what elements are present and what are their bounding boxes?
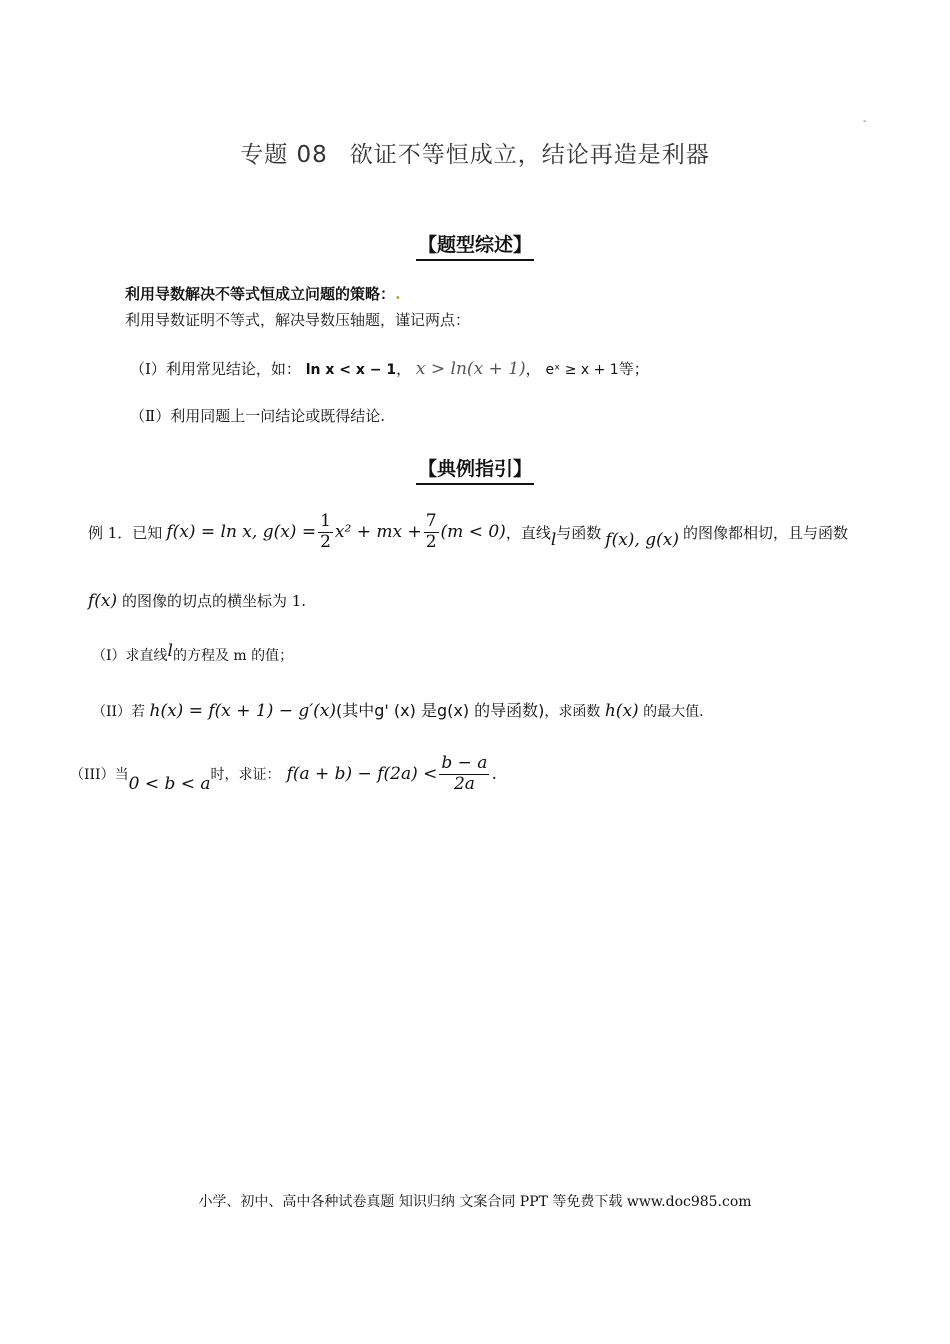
strategy-heading: 利用导数解决不等式恒成立问题的策略：.: [125, 285, 401, 303]
section-heading-examples: 【典例指引】: [0, 454, 950, 481]
topic-title: 欲证不等恒成立，结论再造是利器: [349, 142, 710, 168]
example-1-statement: 例 1．已知 f(x) = ln x, g(x) = $\frac{1}{2}$ x² + mx + $\frac{7}{2}$ (m < 0) ，直线 l 与函数 f(x), g(x) 的图像都相切，且与函数: [88, 511, 848, 552]
formula-lnx: ln x < x − 1: [305, 362, 397, 378]
example-1-continued: f(x) 的图像的切点的横坐标为 1.: [88, 591, 307, 611]
question-1: （I）求直线l的方程及 m 的值；: [92, 641, 294, 664]
page-title: [0, 136, 950, 169]
strategy-point-2: （Ⅱ）利用同题上一问结论或既得结论.: [130, 407, 385, 425]
topic-number: 专题 08: [240, 142, 328, 168]
fraction-one-half: $\frac{1}{2}$: [320, 511, 331, 552]
formula-x-gt-ln: x > ln(x + 1): [415, 359, 526, 379]
question-3: （III）当 0 < b < a 时，求证： f(a + b) − f(2a) < $\frac{b - a}{2a}$ .: [70, 753, 497, 795]
fraction-seven-half: $\frac{7}{2}$: [425, 511, 437, 552]
strategy-point-1: （Ⅰ）利用常见结论，如： ln x < x − 1， x > ln(x + 1)， eˣ ≥ x + 1等；: [130, 359, 649, 379]
strategy-intro: 利用导数证明不等式，解决导数压轴题，谨记两点：: [125, 311, 471, 329]
corner-mark: -: [863, 116, 867, 127]
formula-exp: eˣ ≥ x + 1: [545, 362, 619, 378]
stray-mark: .: [395, 285, 401, 303]
question-2: （II）若 h(x) = f(x + 1) − g′(x)(其中g' (x) 是g(x) 的导函数)，求函数 h(x) 的最大值.: [92, 701, 704, 721]
footer-text: 小学、初中、高中各种试卷真题 知识归纳 文案合同 PPT 等免费下载 www.doc985.com: [198, 1194, 752, 1210]
fraction-b-minus-a-over-2a: $\frac{b - a}{2a}$: [441, 753, 488, 794]
section-heading-overview: 【题型综述】: [0, 230, 950, 257]
line-l: l: [550, 530, 557, 551]
